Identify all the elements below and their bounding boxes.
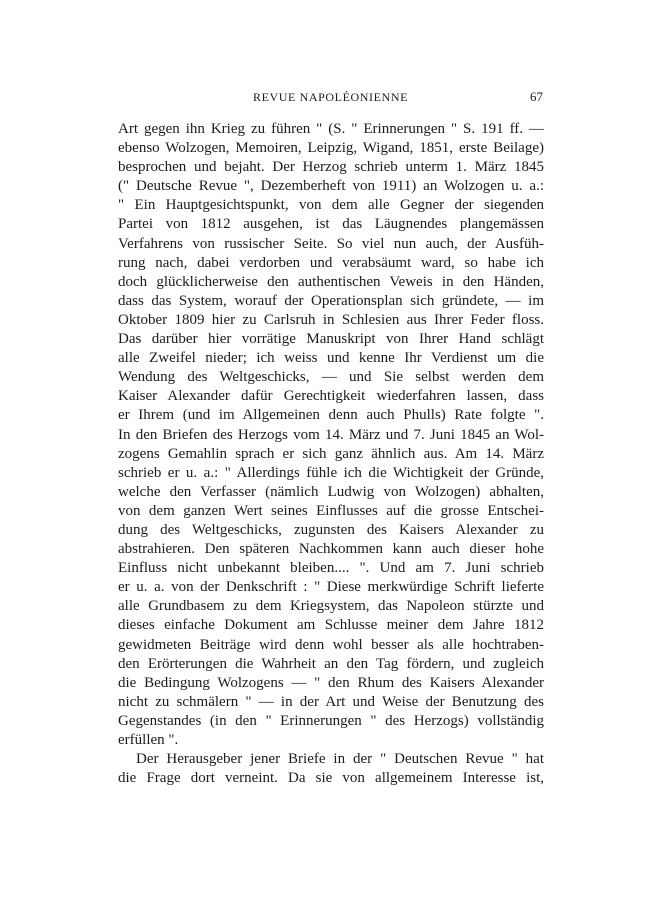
text-line: dass das System, worauf der Operationsplan sich gründete, — im	[118, 292, 544, 309]
text-line: alle Grundbasem zu dem Kriegsystem, das Napoleon stürzte und	[118, 598, 544, 615]
text-line: In den Briefen des Herzogs vom 14. März und 7. Juni 1845 an Wol-	[118, 426, 544, 443]
page-number: 67	[530, 89, 543, 104]
text-line: " Ein Hauptgesichtspunkt, von dem alle Gegner der siegenden	[118, 197, 544, 214]
text-line: er u. a. von der Denkschrift : " Diese merkwürdige Schrift lieferte	[118, 579, 544, 596]
text-line: die Frage dort verneint. Da sie von allgemeinem Interesse ist,	[118, 770, 544, 787]
text-line: den Erörterungen die Wahrheit an den Tag fördern, und zugleich	[118, 655, 544, 672]
text-line: von dem ganzen Wert seines Einflusses auf die grosse Entschei-	[118, 502, 544, 519]
text-line: Gegenstandes (in den " Erinnerungen " des Herzogs) vollständig	[118, 712, 544, 729]
text-line: besprochen und bejaht. Der Herzog schrieb unterm 1. März 1845	[118, 159, 544, 176]
text-line: Das darüber hier vorrätige Manuskript von Ihrer Hand schlägt	[118, 331, 544, 348]
running-title: REVUE NAPOLÉONIENNE	[252, 90, 409, 104]
body-text	[118, 120, 544, 788]
text-line: welche den Verfasser (nämlich Ludwig von Wolzogen) abhalten,	[118, 483, 544, 500]
text-line: Wendung des Weltgeschicks, — und Sie selbst werden dem	[118, 369, 544, 386]
text-line: zogens Gemahlin sprach er sich ganz ähnlich aus. Am 14. März	[118, 445, 544, 462]
text-line: gewidmeten Beiträge wird denn wohl besser als alle hochtraben-	[118, 636, 544, 653]
text-line: Verfahrens von russischer Seite. So viel nun auch, der Ausfüh-	[118, 235, 544, 252]
text-line: Partei von 1812 ausgehen, ist das Läugnendes plangemässen	[118, 216, 544, 233]
text-line: Oktober 1809 hier zu Carlsruh in Schlesien aus Ihrer Feder floss.	[118, 311, 544, 328]
text-line: Einfluss nicht unbekannt bleiben.... ". Und am 7. Juni schrieb	[118, 560, 544, 577]
text-line: (" Deutsche Revue ", Dezemberheft von 1911) an Wolzogen u. a.:	[118, 178, 544, 195]
text-line: rung nach, dabei verdorben und verabsäumt ward, so habe ich	[118, 254, 544, 271]
text-line: dieses einfache Dokument am Schlusse meiner dem Jahre 1812	[118, 617, 544, 634]
text-line: doch glücklicherweise den authentischen Veweis in den Händen,	[118, 273, 544, 290]
running-header	[118, 86, 543, 108]
text-line: ebenso Wolzogen, Memoiren, Leipzig, Wigand, 1851, erste Beilage)	[118, 140, 544, 157]
text-line: Art gegen ihn Krieg zu führen " (S. " Erinnerungen " S. 191 ff. —	[118, 121, 544, 137]
text-line: die Bedingung Wolzogens — " den Rhum des Kaisers Alexander	[118, 674, 544, 691]
text-line: alle Zweifel nieder; ich weiss und kenne Ihr Verdienst um die	[118, 350, 544, 367]
text-line: Der Herausgeber jener Briefe in der " Deutschen Revue " hat	[136, 751, 544, 768]
text-line: er Ihrem (und im Allgemeinen denn auch Phulls) Rate folgte ".	[118, 407, 544, 424]
text-line: abstrahieren. Den späteren Nachkommen kann auch dieser hohe	[118, 541, 544, 558]
text-line: dung des Weltgeschicks, zugunsten des Kaisers Alexander zu	[118, 521, 544, 538]
text-line: erfüllen ".	[118, 732, 179, 748]
text-line: nicht zu schmälern " — in der Art und Weise der Benutzung des	[118, 693, 544, 710]
text-line: Kaiser Alexander dafür Gerechtigkeit wiederfahren lassen, dass	[118, 388, 544, 405]
text-line: schrieb er u. a.: " Allerdings fühle ich die Wichtigkeit der Gründe,	[118, 464, 544, 481]
